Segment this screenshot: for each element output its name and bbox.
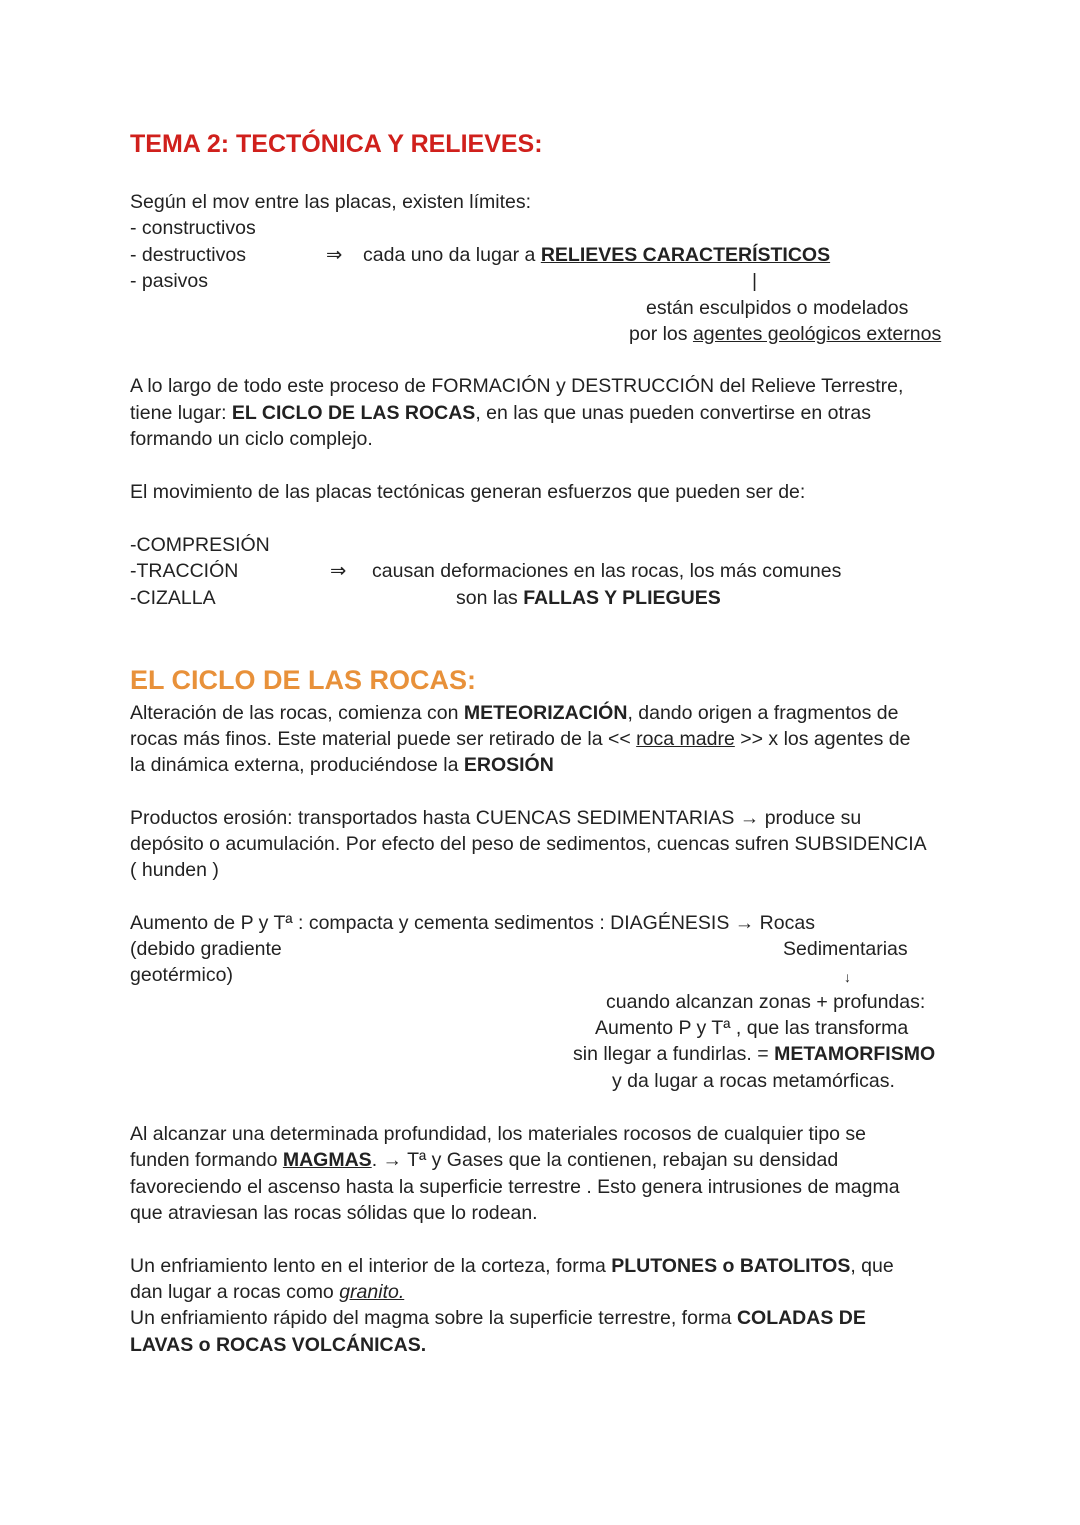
paragraph-line: funden formando MAGMAS. → Tª y Gases que la contienen, rebajan su densidad [130,1149,839,1171]
paragraph-line: la dinámica externa, produciéndose la EROSIÓN [130,754,554,776]
connector-bar: | [752,270,758,292]
paragraph-line: (debido gradiente [130,938,282,960]
paragraph-line: El movimiento de las placas tectónicas generan esfuerzos que pueden ser de: [130,481,806,503]
relief-note: por los agentes geológicos externos [629,323,942,345]
metamorphism-note: cuando alcanzan zonas + profundas: [606,991,926,1013]
paragraph-line: dan lugar a rocas como granito. [130,1281,405,1303]
force-item: -CIZALLA [130,587,216,609]
page-title: TEMA 2: TECTÓNICA Y RELIEVES: [130,130,543,158]
paragraph-line: depósito o acumulación. Por efecto del peso de sedimentos, cuencas sufren SUBSIDENCIA [130,833,927,855]
limit-item: - destructivos [130,244,246,266]
paragraph-line: Un enfriamiento rápido del magma sobre la superficie terrestre, forma COLADAS DE [130,1307,866,1329]
relief-result: cada uno da lugar a RELIEVES CARACTERÍSTICOS [363,244,831,266]
paragraph-line: geotérmico) [130,964,233,986]
force-item: -TRACCIÓN [130,560,239,582]
paragraph-line: Alteración de las rocas, comienza con METEORIZACIÓN, dando origen a fragmentos de [130,702,899,724]
paragraph-line: Sedimentarias [783,938,908,960]
force-item: -COMPRESIÓN [130,534,270,556]
paragraph-line: LAVAS o ROCAS VOLCÁNICAS. [130,1334,427,1356]
limit-item: - constructivos [130,217,256,239]
paragraph-line: favoreciendo el ascenso hasta la superficie terrestre . Esto genera intrusiones de magma [130,1176,900,1198]
section-title: EL CICLO DE LAS ROCAS: [130,665,477,695]
metamorphism-note: sin llegar a fundirlas. = METAMORFISMO [573,1043,936,1065]
paragraph-line: Productos erosión: transportados hasta CUENCAS SEDIMENTARIAS → produce su [130,807,862,829]
down-arrow: ↓ [844,969,851,985]
paragraph-line: Un enfriamiento lento en el interior de la corteza, forma PLUTONES o BATOLITOS, que [130,1255,894,1277]
force-result: causan deformaciones en las rocas, los más comunes [372,560,842,582]
metamorphism-note: y da lugar a rocas metamórficas. [612,1070,895,1092]
paragraph-line: que atraviesan las rocas sólidas que lo rodean. [130,1202,538,1224]
paragraph-line: rocas más finos. Este material puede ser retirado de la << roca madre >> x los agentes de [130,728,911,750]
implies-arrow: ⇒ [326,244,343,266]
force-result: son las FALLAS Y PLIEGUES [456,587,721,609]
paragraph-line: A lo largo de todo este proceso de FORMACIÓN y DESTRUCCIÓN del Relieve Terrestre, [130,375,904,397]
limits-intro: Según el mov entre las placas, existen límites: [130,191,532,213]
paragraph-line: formando un ciclo complejo. [130,428,373,450]
limit-item: - pasivos [130,270,209,292]
implies-arrow: ⇒ [330,560,347,582]
paragraph-line: Aumento de P y Tª : compacta y cementa sedimentos : DIAGÉNESIS → Rocas [130,912,815,934]
metamorphism-note: Aumento P y Tª , que las transforma [595,1017,909,1039]
relief-note: están esculpidos o modelados [646,297,909,319]
paragraph-line: tiene lugar: EL CICLO DE LAS ROCAS, en las que unas pueden convertirse en otras [130,402,872,424]
paragraph-line: Al alcanzar una determinada profundidad, los materiales rocosos de cualquier tipo se [130,1123,867,1145]
paragraph-line: ( hunden ) [130,859,219,881]
